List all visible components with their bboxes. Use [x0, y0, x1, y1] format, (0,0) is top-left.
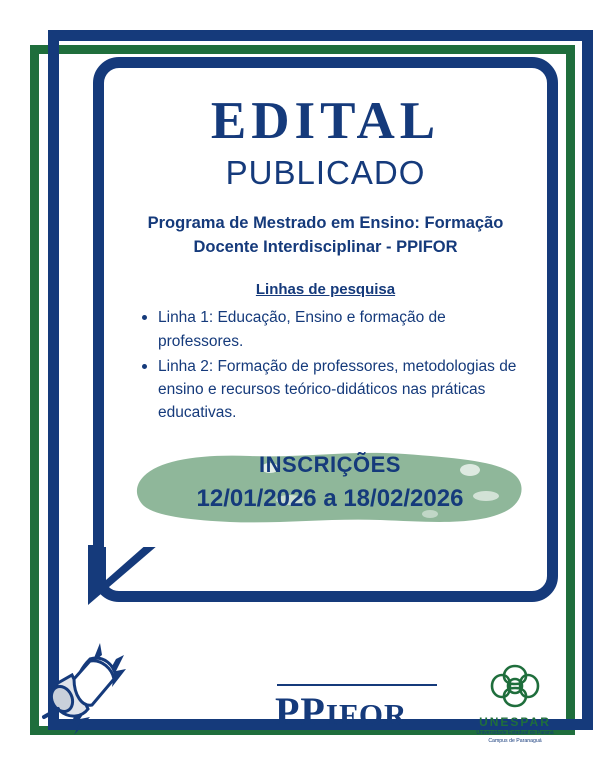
megaphone-icon: [28, 625, 158, 740]
unespar-name: UNESPAR: [479, 715, 551, 729]
ppifor-logo-ifor: IFOR: [325, 697, 408, 732]
speech-bubble-tail-inner: [106, 536, 156, 580]
list-item: Linha 2: Formação de professores, metodologias de ensino e recursos teórico-didáticos nas práticas educativas.: [142, 355, 533, 425]
ppifor-underline: [277, 684, 437, 686]
page-subtitle: PUBLICADO: [225, 153, 426, 191]
poster-content: [104, 70, 547, 427]
page-title: EDITAL: [210, 92, 441, 150]
unespar-subtitle-2: Campus de Paranaguá: [488, 738, 542, 745]
enrollment-dates: 12/01/2026 a 18/02/2026: [196, 485, 464, 512]
ppifor-logo: [275, 688, 407, 735]
ppifor-logo-pp: PP: [275, 689, 326, 734]
enrollment-highlight: [130, 440, 530, 535]
program-name: Programa de Mestrado em Ensino: Formação Docente Interdisciplinar - PPIFOR: [147, 213, 504, 256]
enrollment-text: [130, 452, 530, 513]
enrollment-label: INSCRIÇÕES: [259, 452, 401, 477]
unespar-mark-icon: [486, 660, 544, 712]
unespar-subtitle-1: Universidade Estadual do Paraná: [476, 730, 554, 736]
list-item: Linha 1: Educação, Ensino e formação de professores.: [142, 306, 533, 353]
research-lines-heading: Linhas de pesquisa: [255, 281, 396, 299]
unespar-logo: [455, 660, 575, 745]
research-lines-list: [104, 306, 547, 424]
